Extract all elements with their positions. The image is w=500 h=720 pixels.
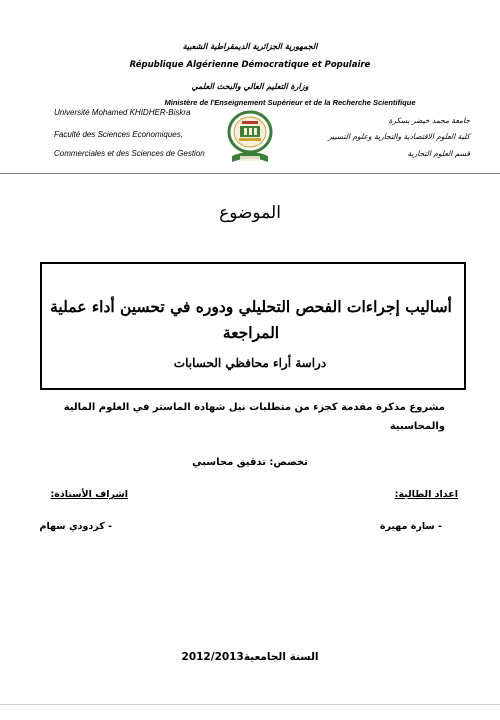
department-name-arabic: قسم العلوم التجارية xyxy=(407,149,470,158)
republic-name-arabic: الجمهورية الجزائرية الديمقراطية الشعبية xyxy=(182,42,318,51)
student-name: - سارة مهيرة xyxy=(379,521,442,532)
student-label: اعداد الطالبة: xyxy=(394,489,458,500)
supervisor-label: اشراف الأستاذة: xyxy=(50,489,128,500)
specialization: تخصص: تدقيق محاسبي xyxy=(192,457,308,468)
ministry-name-french: Ministère de l'Enseignement Supérieur et de la Recherche Scientifique xyxy=(164,98,416,107)
ministry-name-arabic: وزارة التعليم العالي والبحث العلمي xyxy=(191,82,309,91)
republic-name-french: République Algérienne Démocratique et Populaire xyxy=(129,60,371,70)
topic-label: الموضوع xyxy=(219,203,281,223)
header-divider xyxy=(0,173,500,174)
faculty-name-french-line2: Commerciales et des Sciences de Gestion xyxy=(54,149,205,158)
university-name-french: Université Mohamed KHIDHER-Biskra xyxy=(54,108,191,117)
memo-description: مشروع مذكرة مقدمة كجزء من متطلبات نيل شهادة الماستر في العلوم المالية والمحاسبية xyxy=(63,402,445,432)
thesis-title: أساليب إجراءات الفحص التحليلي ودوره في تحسين أداء عملية المراجعة xyxy=(50,297,452,342)
faculty-name-french: Faculté des Sciences Economiques, xyxy=(54,130,183,139)
thesis-subtitle: دراسة أراء محافظي الحسابات xyxy=(173,356,327,370)
page-bottom-edge xyxy=(0,704,500,705)
university-emblem-icon xyxy=(226,110,274,166)
academic-year: السنة الجامعية2012/2013 xyxy=(181,651,319,663)
university-name-arabic: جامعة محمد خيضر بسكرة xyxy=(388,116,470,125)
supervisor-name: - كردودي سهام xyxy=(39,521,112,532)
faculty-name-arabic: كلية العلوم الاقتصادية والتجارية وعلوم التسيير xyxy=(328,132,470,141)
